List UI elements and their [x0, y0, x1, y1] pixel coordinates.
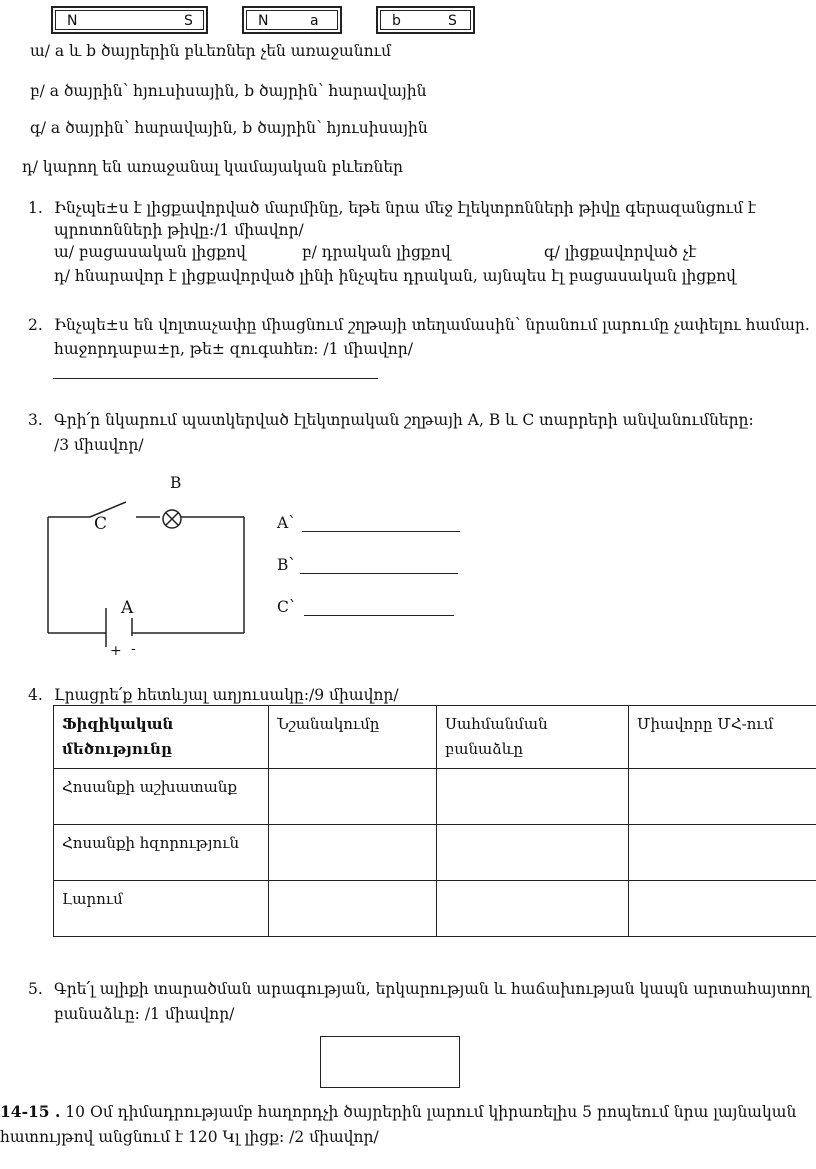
q1-option-b: բ/ դրական լիցքով — [302, 243, 451, 261]
table-cell-input[interactable] — [269, 769, 437, 825]
table-header: Միավորը ՄՀ-ում — [629, 706, 816, 769]
answer-c-line[interactable] — [304, 615, 454, 616]
magnet-1-right-pole: S — [184, 13, 193, 29]
q14-15-text-line1 — [0, 1102, 796, 1121]
table-row — [54, 769, 816, 825]
table-cell-input[interactable] — [269, 825, 437, 881]
magnet-1 — [51, 6, 208, 34]
magnet-2-right-pole: a — [310, 13, 319, 29]
q4-title: Լրացրե՛ք հետևյալ աղյուսակը:/9 միավոր/ — [54, 686, 399, 704]
answer-a-label: A՝ — [277, 514, 294, 532]
q2-text-line1: Ինչպե±ս են վոլտաչափը միացնում շղթայի տեղամասին՝ նրանում լարումը չափելու համար. — [54, 316, 810, 334]
q4-number: 4. — [28, 686, 43, 704]
circuit-label-a: A — [121, 598, 134, 618]
q2-text-line2: հաջորդաբա±ր, թե± զուգահեռ: /1 միավոր/ — [54, 340, 413, 358]
table-cell-input[interactable] — [437, 769, 629, 825]
magnet-3-left-pole: b — [392, 13, 401, 29]
table-cell-input[interactable] — [629, 881, 816, 937]
prev-option-b: բ/ a ծայրին՝ հյուսիսային, b ծայրին՝ հարավային — [30, 82, 427, 100]
q1-text-line2: պրոտոնների թիվը:/1 միավոր/ — [54, 221, 304, 239]
circuit-label-c: C — [94, 514, 108, 534]
q14-15-line1: 10 Օմ դիմադրությամբ հաղորդչի ծայրերին լարում կիրառելիս 5 րոպեում նրա լայնական — [60, 1103, 797, 1121]
lamp-icon — [163, 510, 181, 528]
magnet-2-left-pole: N — [258, 13, 269, 29]
table-header-row — [54, 706, 816, 769]
quantities-table — [53, 705, 816, 937]
prev-option-a: ա/ a և b ծայրերին բևեռներ չեն առաջանում — [30, 42, 392, 60]
q14-15-text-line2: հատույթով անցնում է 120 Կլ լիցք: /2 միավոր/ — [0, 1128, 379, 1146]
table-cell-input[interactable] — [437, 881, 629, 937]
table-row-label: Լարում — [54, 881, 269, 937]
q5-number: 5. — [28, 980, 43, 998]
q3-text-line2: /3 միավոր/ — [54, 436, 144, 454]
circuit-label-b: B — [170, 474, 182, 492]
q2-answer-line[interactable] — [53, 378, 378, 379]
table-header: Սահմանման բանաձևը — [437, 706, 629, 769]
answer-a-line[interactable] — [302, 531, 460, 532]
q1-option-c: գ/ լիցքավորված չէ — [544, 243, 697, 261]
answer-b-label: B՝ — [277, 556, 295, 574]
q5-text-line2: բանաձևը: /1 միավոր/ — [54, 1005, 235, 1023]
answer-b-line[interactable] — [300, 573, 458, 574]
battery-plus-sign: + — [110, 643, 122, 659]
table-row — [54, 825, 816, 881]
q3-text-line1: Գրի՛ր նկարում պատկերված էլեկտրական շղթայի A, B և C տարրերի անվանումները: — [54, 411, 754, 429]
table-row-label: Հոսանքի աշխատանք — [54, 769, 269, 825]
magnet-3-right-pole: S — [448, 13, 457, 29]
q2-number: 2. — [28, 316, 43, 334]
table-cell-input[interactable] — [629, 825, 816, 881]
prev-option-c: գ/ a ծայրին՝ հարավային, b ծայրին՝ հյուսիսային — [30, 119, 428, 137]
q14-15-number: 14-15 . — [0, 1102, 61, 1121]
q5-text-line1: Գրե՛լ ալիքի տարածման արագության, երկարության և հաճախության կապն արտահայտող — [54, 980, 811, 998]
q1-text-line1: Ինչպե±ս է լիցքավորված մարմինը, եթե նրա մեջ էլեկտրոնների թիվը գերազանցում է — [54, 199, 756, 217]
table-cell-input[interactable] — [629, 769, 816, 825]
q1-option-d: դ/ հնարավոր է լիցքավորված լինի ինչպես դրական, այնպես էլ բացասական լիցքով — [54, 267, 736, 285]
battery-minus-sign: - — [131, 641, 136, 657]
table-cell-input[interactable] — [269, 881, 437, 937]
table-header: Ֆիզիկական մեծությունը — [54, 706, 269, 769]
prev-option-d: դ/ կարող են առաջանալ կամայական բևեռներ — [22, 158, 404, 176]
q3-number: 3. — [28, 411, 43, 429]
q1-option-a: ա/ բացասական լիցքով — [54, 243, 246, 261]
table-header: Նշանակումը — [269, 706, 437, 769]
table-row — [54, 881, 816, 937]
magnet-1-left-pole: N — [67, 13, 78, 29]
table-cell-input[interactable] — [437, 825, 629, 881]
answer-c-label: C՝ — [277, 598, 295, 616]
q5-answer-box[interactable] — [320, 1036, 460, 1088]
q1-number: 1. — [28, 199, 43, 217]
magnet-2 — [242, 6, 342, 34]
table-row-label: Հոսանքի հզորություն — [54, 825, 269, 881]
magnet-3 — [376, 6, 475, 34]
